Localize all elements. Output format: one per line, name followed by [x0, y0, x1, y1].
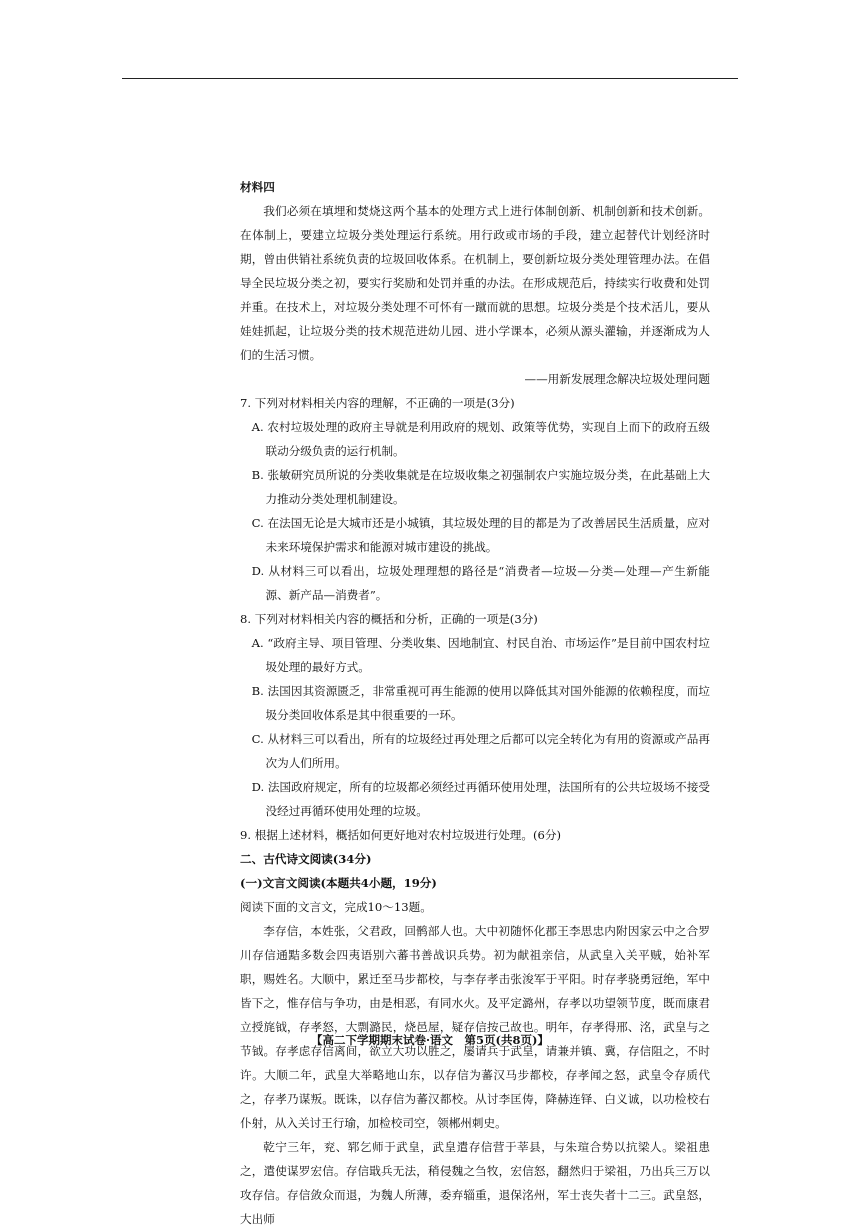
material4-source: ——用新发展理念解决垃圾处理问题 [524, 372, 710, 386]
section-2-heading: 二、古代诗文阅读(34分) [240, 852, 372, 866]
question-9: 9. 根据上述材料，概括如何更好地对农村垃圾进行处理。(6分) [240, 828, 562, 842]
question-8-option-b: B. 法国因其资源匮乏，非常重视可再生能源的使用以降低其对国外能源的依赖程度，而垃圾分类回收体系是其中很重要的一环。 [251, 684, 710, 722]
question-8-stem: 8. 下列对材料相关内容的概括和分析，正确的一项是(3分) [240, 612, 538, 626]
subsection-1-heading: (一)文言文阅读(本题共4小题，19分) [240, 876, 437, 890]
classical-passage-paragraph-1: 李存信，本姓张，父君政，回鹘部人也。大中初随怀化郡王李思忠内附因家云中之合罗川存信通黠多数会四夷语别六蕃书善战识兵势。初为献祖亲信，从武皇入关平贼，始补军职，赐姓名。大顺中，累迁至马步都校，与李存孝击张浚军于平阳。时存孝骁勇冠绝，军中皆下之，惟存信与争功，由是相恶，有同水火。及平定潞州，存孝以功望领节度，既而康君立授旄钺，存孝怒，大剽潞民，烧邑屋，疑存信按己故也。明年，存孝得邢、洺，武皇与之节钺。存孝虑存信离间，欲立大功以胜之，屡请兵于武皇，请兼并镇、冀，存信阻之，不时许。大顺二年，武皇大举略地山东，以存信为蕃汉马步都校，存孝闻之怒，武皇令存质代之，存孝乃谋叛。既诛，以存信为蕃汉都校。从讨李匡俦，降赫连铎、白义诚，以功检校右仆射，从入关讨王行瑜，加检校司空，领郴州刺史。 [240, 924, 710, 1130]
reading-instruction: 阅读下面的文言文，完成10～13题。 [240, 900, 432, 914]
page-content [240, 175, 710, 1231]
question-7-option-c: C. 在法国无论是大城市还是小城镇，其垃圾处理的目的都是为了改善居民生活质量，应对未来环境保护需求和能源对城市建设的挑战。 [251, 516, 710, 554]
question-7-option-b: B. 张敏研究员所说的分类收集就是在垃圾收集之初强制农户实施垃圾分类，在此基础上大力推动分类处理机制建设。 [251, 468, 710, 506]
header-rule [122, 78, 738, 79]
question-8-option-a: A. “政府主导、项目管理、分类收集、因地制宜、村民自治、市场运作”是目前中国农村垃圾处理的最好方式。 [251, 636, 710, 674]
classical-passage-paragraph-2: 乾宁三年，兖、郓乞师于武皇，武皇遣存信营于莘县，与朱瑄合势以抗梁人。梁祖患之，遣使谋罗宏信。存信戢兵无法，稍侵魏之刍牧，宏信怒，翻然归于梁祖，乃出兵三万以攻存信。存信敛众而退，为魏人所薄，委弃辎重，退保洺州，军士丧失者十二三。武皇怒，大出师 [240, 1140, 710, 1226]
material4-body: 我们必须在填埋和焚烧这两个基本的处理方式上进行体制创新、机制创新和技术创新。在体制上，要建立垃圾分类处理运行系统。用行政或市场的手段，建立起替代计划经济时期，曾由供销社系统负责的垃圾回收体系。在机制上，要创新垃圾分类处理管理办法。在倡导全民垃圾分类之初，要实行奖励和处罚并重的办法。在形成规范后，持续实行收费和处罚并重。在技术上，对垃圾分类处理不可怀有一蹴而就的思想。垃圾分类是个技术活儿，要从娃娃抓起，让垃圾分类的技术规范进幼儿园、进小学课本，必须从源头灌输，并逐渐成为人们的生活习惯。 [240, 204, 710, 362]
question-7-option-a: A. 农村垃圾处理的政府主导就是利用政府的规划、政策等优势，实现自上而下的政府五级联动分级负责的运行机制。 [251, 420, 710, 458]
question-8-option-c: C. 从材料三可以看出，所有的垃圾经过再处理之后都可以完全转化为有用的资源或产品再次为人们所用。 [251, 732, 710, 770]
material4-heading: 材料四 [240, 180, 275, 194]
page-footer: 【高二下学期期末试卷·语文 第5页(共8页)】 [311, 1033, 549, 1047]
question-7-option-d: D. 从材料三可以看出，垃圾处理理想的路径是“消费者—垃圾—分类—处理—产生新能源、新产品—消费者”。 [251, 564, 710, 602]
question-7-stem: 7. 下列对材料相关内容的理解，不正确的一项是(3分) [240, 396, 515, 410]
question-8-option-d: D. 法国政府规定，所有的垃圾都必须经过再循环使用处理，法国所有的公共垃圾场不接受没经过再循环使用处理的垃圾。 [251, 780, 710, 818]
